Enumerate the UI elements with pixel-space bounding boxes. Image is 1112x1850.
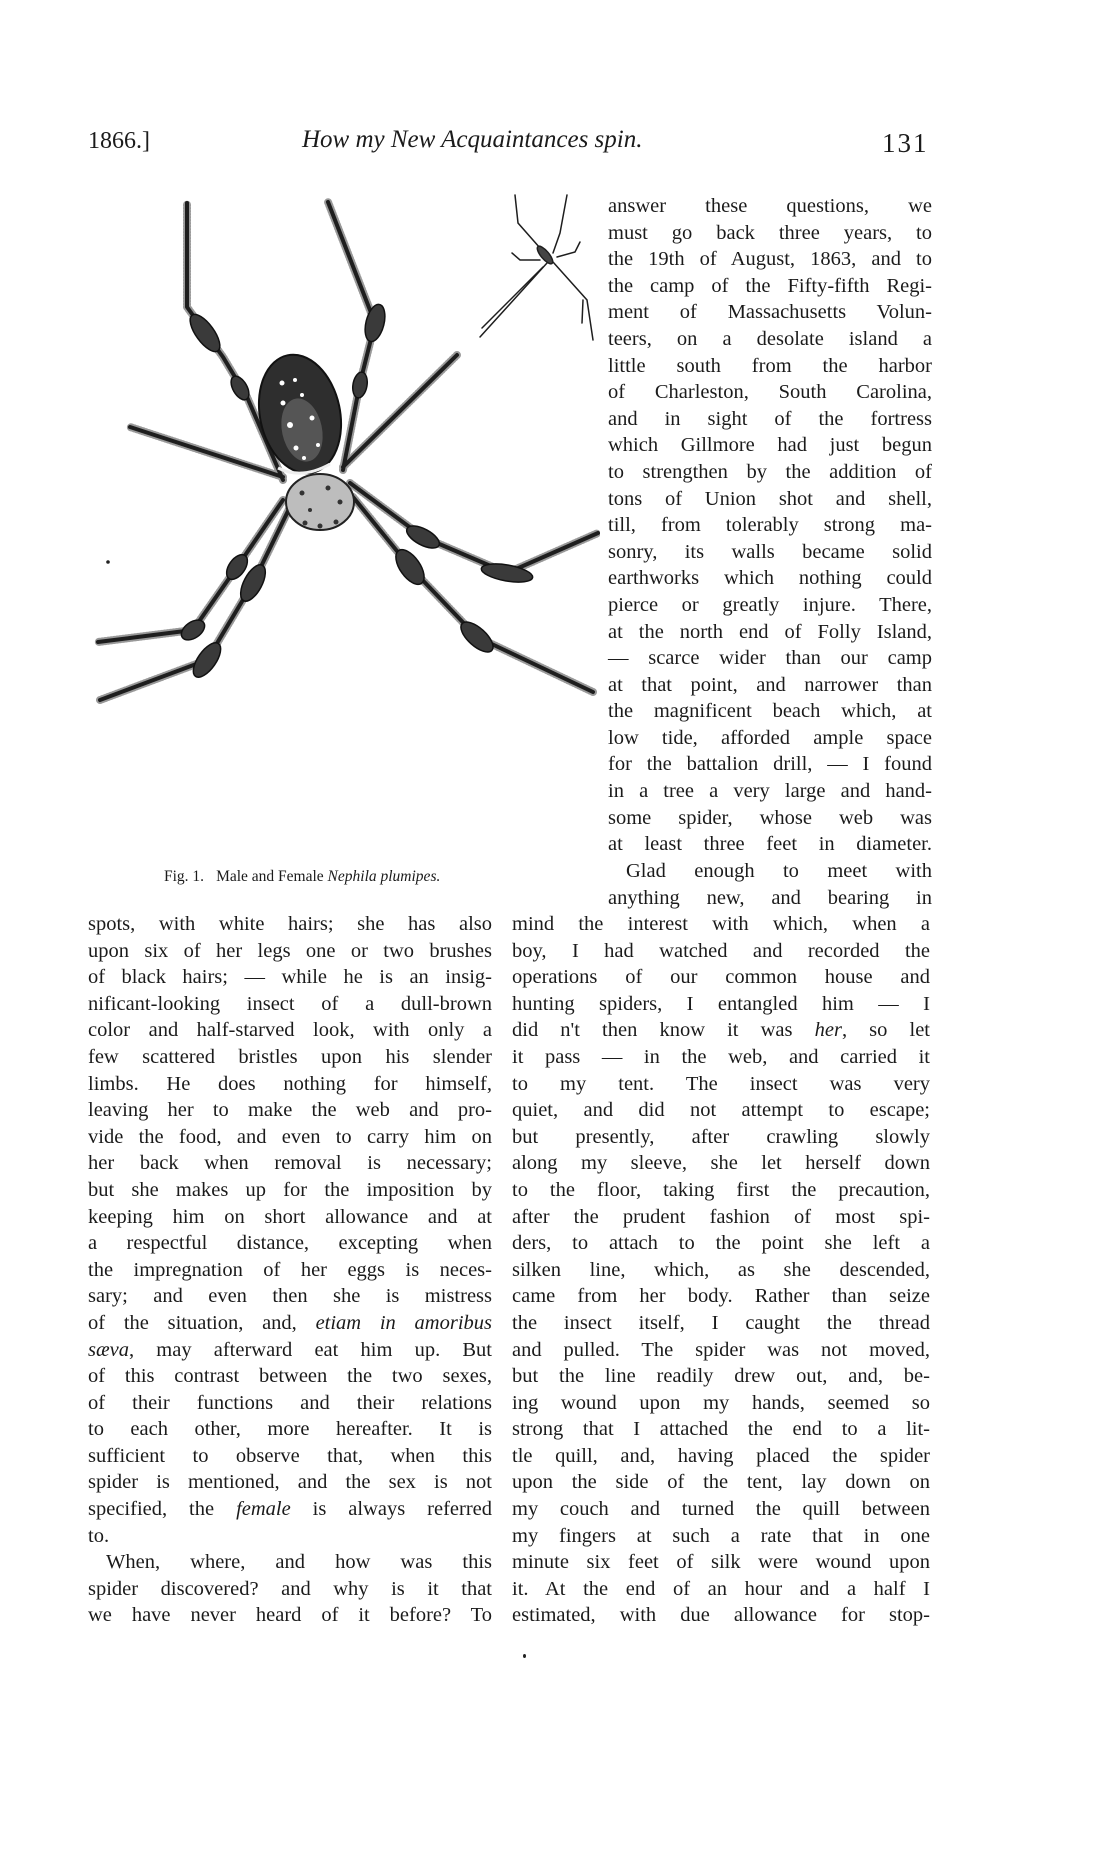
- text-line: but presently, after crawling slowly: [512, 1125, 930, 1148]
- text-line: [512, 1017, 930, 1044]
- text-line: of black hairs; — while he is an insig-: [88, 966, 492, 989]
- text-line: ing wound upon my hands, seemed so: [512, 1391, 930, 1414]
- text-line: of Charleston, South Carolina,: [608, 381, 932, 404]
- text-line: the insect itself, I caught the thread: [512, 1311, 930, 1334]
- text-line: keeping him on short allowance and at: [88, 1205, 492, 1228]
- text-line: some spider, whose web was: [608, 806, 932, 829]
- text-line: to each other, more hereafter. It is: [88, 1418, 492, 1441]
- text-line: nificant-looking insect of a dull-brown: [88, 992, 492, 1015]
- text-line: after the prudent fashion of most spi-: [512, 1205, 930, 1228]
- spider-illustration: [90, 190, 600, 860]
- text-line: estimated, with due allowance for stop-: [512, 1604, 930, 1627]
- text-line: the impregnation of her eggs is neces-: [88, 1258, 492, 1281]
- text-line: Glad enough to meet with: [626, 860, 932, 882]
- italic-text-segment: sæva: [88, 1338, 129, 1361]
- text-line: to the floor, taking first the precaution,: [512, 1178, 930, 1201]
- text-line: to strengthen by the addition of: [608, 460, 932, 483]
- text-line: upon the side of the tent, lay down on: [512, 1471, 930, 1494]
- text-line: quiet, and did not attempt to escape;: [512, 1099, 930, 1122]
- text-segment: , may afterward eat him up. But: [129, 1338, 492, 1361]
- text-line: her back when removal is necessary;: [88, 1152, 492, 1175]
- text-line: spider discovered? and why is it that: [88, 1577, 492, 1600]
- text-line: minute six feet of silk were wound upon: [512, 1551, 930, 1574]
- right-column-top: [608, 193, 932, 858]
- text-line: tle quill, and, having placed the spider: [512, 1444, 930, 1467]
- ink-speck: [523, 1654, 526, 1658]
- text-line: but she makes up for the imposition by: [88, 1178, 492, 1201]
- text-line: till, from tolerably strong ma-: [608, 514, 932, 537]
- text-line: to.: [88, 1524, 110, 1547]
- text-line: spots, with white hairs; she has also: [88, 913, 492, 935]
- text-line: low tide, afforded ample space: [608, 726, 932, 749]
- text-line: teers, on a desolate island a: [608, 327, 932, 350]
- text-line: the 19th of August, 1863, and to: [608, 248, 932, 271]
- text-line: sary; and even then she is mistress: [88, 1285, 492, 1308]
- text-line: ders, to attach to the point she left a: [512, 1232, 930, 1255]
- text-line: sufficient to observe that, when this: [88, 1444, 492, 1467]
- text-line: ment of Massachusetts Volun-: [608, 301, 932, 324]
- text-line: my couch and turned the quill between: [512, 1498, 930, 1521]
- text-line: tons of Union shot and shell,: [608, 487, 932, 510]
- italic-text-segment: her: [814, 1019, 842, 1042]
- text-line: sonry, its walls became solid: [608, 540, 932, 563]
- text-line: boy, I had watched and recorded the: [512, 939, 930, 962]
- text-line: vide the food, and even to carry him on: [88, 1125, 492, 1148]
- text-line: it. At the end of an hour and a half I: [512, 1577, 930, 1600]
- text-line: at least three feet in diameter.: [608, 833, 932, 856]
- text-line: [88, 1337, 492, 1364]
- text-line: When, where, and how was this: [106, 1551, 492, 1574]
- text-segment: is always referred: [290, 1498, 493, 1521]
- right-column: [512, 911, 930, 1629]
- header-year: 1866.]: [88, 128, 150, 154]
- text-line: at the north end of Folly Island,: [608, 620, 932, 643]
- text-line: leaving her to make the web and pro-: [88, 1099, 492, 1122]
- text-line: [88, 1496, 492, 1523]
- paragraph-glad: [608, 858, 932, 911]
- text-line: the camp of the Fifty-fifth Regi-: [608, 274, 932, 297]
- text-line: it pass — in the web, and carried it: [512, 1045, 930, 1068]
- page-number: 131: [882, 128, 929, 158]
- figure-caption: [164, 868, 440, 886]
- text-line: we have never heard of it before? To: [88, 1604, 492, 1627]
- text-line: along my sleeve, she let herself down: [512, 1152, 930, 1175]
- text-line: operations of our common house and: [512, 966, 930, 989]
- female-spider-legs: [98, 202, 598, 700]
- running-title: How my New Acquaintances spin.: [302, 126, 643, 153]
- text-line: which Gillmore had just begun: [608, 434, 932, 457]
- text-line: the magnificent beach which, at: [608, 700, 932, 723]
- text-line: [88, 1310, 492, 1337]
- text-line: spider is mentioned, and the sex is not: [88, 1471, 492, 1494]
- text-line: silken line, which, as she descended,: [512, 1258, 930, 1281]
- text-line: earthworks which nothing could: [608, 567, 932, 590]
- text-segment: , so let: [841, 1019, 930, 1042]
- text-line: mind the interest with which, when a: [512, 913, 930, 935]
- text-line: to my tent. The insect was very: [512, 1072, 930, 1095]
- text-line: and in sight of the fortress: [608, 407, 932, 430]
- text-line: strong that I attached the end to a lit-: [512, 1418, 930, 1441]
- text-line: must go back three years, to: [608, 221, 932, 244]
- text-line: hunting spiders, I entangled him — I: [512, 992, 930, 1015]
- caption-text: Male and Female: [216, 868, 324, 885]
- text-line: little south from the harbor: [608, 354, 932, 377]
- text-line: upon six of her legs one or two brushes: [88, 939, 492, 962]
- text-line: of their functions and their relations: [88, 1391, 492, 1414]
- text-line: at that point, and narrower than: [608, 673, 932, 696]
- text-segment: of the situation, and,: [88, 1311, 316, 1334]
- text-segment: specified, the: [88, 1498, 237, 1521]
- left-column: [88, 911, 492, 1629]
- text-line: anything new, and bearing in: [608, 886, 932, 909]
- text-line: few scattered bristles upon his slender: [88, 1045, 492, 1068]
- text-line: and pulled. The spider was not moved,: [512, 1338, 930, 1361]
- male-spider: [480, 195, 593, 340]
- text-line: of this contrast between the two sexes,: [88, 1365, 492, 1388]
- text-line: my fingers at such a rate that in one: [512, 1524, 930, 1547]
- text-line: but the line readily drew out, and, be-: [512, 1365, 930, 1388]
- text-line: came from her body. Rather than seize: [512, 1285, 930, 1308]
- text-segment: did n't then know it was: [512, 1019, 815, 1042]
- caption-label: Fig. 1.: [164, 868, 205, 885]
- text-line: limbs. He does nothing for himself,: [88, 1072, 492, 1095]
- caption-species: Nephila plumipes.: [327, 868, 441, 885]
- text-line: for the battalion drill, — I found: [608, 753, 932, 776]
- text-line: — scarce wider than our camp: [608, 647, 932, 670]
- text-line: in a tree a very large and hand-: [608, 780, 932, 803]
- italic-text-segment: female: [236, 1498, 291, 1521]
- italic-text-segment: etiam in amoribus: [315, 1311, 492, 1334]
- text-line: answer these questions, we: [608, 195, 932, 217]
- text-line: a respectful distance, excepting when: [88, 1232, 492, 1255]
- text-line: pierce or greatly injure. There,: [608, 593, 932, 616]
- speck: [106, 560, 110, 564]
- text-line: color and half-starved look, with only a: [88, 1019, 492, 1042]
